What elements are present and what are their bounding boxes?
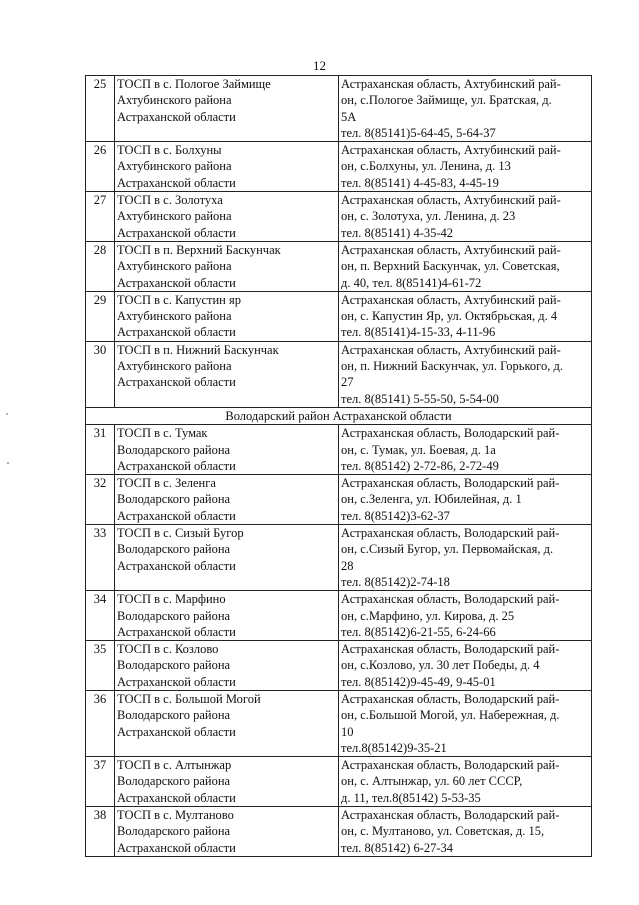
- office-address: [339, 591, 592, 641]
- office-name-line: ТОСП в с. Мултаново: [117, 808, 234, 823]
- page-number: 12: [313, 58, 326, 73]
- office-address-line: он, с.Болхуны, ул. Ленина, д. 13: [341, 159, 511, 174]
- row-number: 32: [86, 475, 115, 525]
- office-name: [115, 641, 339, 691]
- office-address: [339, 142, 592, 192]
- office-address-line: тел. 8(85142) 6-27-34: [341, 840, 454, 855]
- office-name-line: Ахтубинского района: [117, 359, 232, 374]
- office-address-line: тел. 8(85141) 4-45-83, 4-45-19: [341, 175, 499, 190]
- office-name-line: Астраханской области: [117, 840, 236, 855]
- row-number: 27: [86, 192, 115, 242]
- row-number: 25: [86, 76, 115, 142]
- office-address: [339, 192, 592, 242]
- office-address-line: Астраханская область, Володарский рай-: [341, 758, 560, 773]
- row-number: 29: [86, 291, 115, 341]
- office-name-line: ТОСП в с. Золотуха: [117, 193, 223, 208]
- office-address-line: он, с. Золотуха, ул. Ленина, д. 23: [341, 209, 516, 224]
- office-name-line: Ахтубинского района: [117, 159, 232, 174]
- office-address-line: 10: [341, 724, 354, 739]
- row-number: 35: [86, 641, 115, 691]
- office-name-line: Астраханской области: [117, 724, 236, 739]
- office-name-line: Астраханской области: [117, 225, 236, 240]
- office-name-line: Володарского района: [117, 774, 231, 789]
- office-name: [115, 192, 339, 242]
- office-address: [339, 76, 592, 142]
- row-number: 30: [86, 341, 115, 407]
- office-address-line: тел.8(85142)9-35-21: [341, 740, 447, 755]
- office-name-line: ТОСП в с. Тумак: [117, 426, 208, 441]
- office-address-line: тел. 8(85141) 5-55-50, 5-54-00: [341, 391, 499, 406]
- office-address-line: 5А: [341, 109, 357, 124]
- office-name-line: ТОСП в п. Нижний Баскунчак: [117, 342, 279, 357]
- office-address: [339, 807, 592, 857]
- office-name-line: Астраханской области: [117, 175, 236, 190]
- office-name: [115, 690, 339, 756]
- office-address-line: Астраханская область, Володарский рай-: [341, 526, 560, 541]
- office-name-line: ТОСП в с. Зеленга: [117, 476, 216, 491]
- office-name: [115, 241, 339, 291]
- office-address-line: Астраханская область, Ахтубинский рай-: [341, 143, 561, 158]
- office-address-line: он, п. Нижний Баскунчак, ул. Горького, д.: [341, 359, 563, 374]
- office-name-line: Ахтубинского района: [117, 209, 232, 224]
- office-address-line: он, п. Верхний Баскунчак, ул. Советская,: [341, 259, 560, 274]
- office-name: [115, 475, 339, 525]
- office-address: [339, 341, 592, 407]
- office-address: [339, 425, 592, 475]
- scan-speck: [6, 413, 8, 415]
- office-address-table: [85, 75, 592, 857]
- office-name: [115, 76, 339, 142]
- office-name-line: ТОСП в с. Сизый Бугор: [117, 526, 244, 541]
- row-number: 31: [86, 425, 115, 475]
- office-address-line: д. 40, тел. 8(85141)4-61-72: [341, 275, 482, 290]
- office-address-line: Астраханская область, Володарский рай-: [341, 476, 560, 491]
- office-address-line: он, с.Сизый Бугор, ул. Первомайская, д.: [341, 542, 554, 557]
- office-address: [339, 241, 592, 291]
- office-name-line: Астраханской области: [117, 508, 236, 523]
- row-number: 34: [86, 591, 115, 641]
- office-name: [115, 142, 339, 192]
- table-row: [86, 241, 592, 291]
- office-name-line: Астраханской области: [117, 325, 236, 340]
- table-row: [86, 142, 592, 192]
- office-address-line: Астраханская область, Володарский рай-: [341, 642, 560, 657]
- office-name-line: ТОСП в с. Козлово: [117, 642, 219, 657]
- office-name-line: Астраханской области: [117, 674, 236, 689]
- office-address-line: он, с.Козлово, ул. 30 лет Победы, д. 4: [341, 658, 540, 673]
- table-row: [86, 757, 592, 807]
- office-name-line: Володарского района: [117, 442, 231, 457]
- table-row: [86, 641, 592, 691]
- office-address-line: тел. 8(85141) 4-35-42: [341, 225, 454, 240]
- table-row: [86, 591, 592, 641]
- office-name-line: Ахтубинского района: [117, 259, 232, 274]
- office-address: [339, 757, 592, 807]
- scan-speck: [7, 462, 9, 464]
- office-address-line: он, с. Тумак, ул. Боевая, д. 1а: [341, 442, 496, 457]
- office-address-line: тел. 8(85141)5-64-45, 5-64-37: [341, 125, 496, 140]
- office-address-line: Астраханская область, Володарский рай-: [341, 426, 560, 441]
- table-row: [86, 341, 592, 407]
- table-row: [86, 425, 592, 475]
- office-address-line: он, с.Марфино, ул. Кирова, д. 25: [341, 608, 515, 623]
- office-name-line: ТОСП в с. Капустин яр: [117, 292, 241, 307]
- office-address: [339, 690, 592, 756]
- office-name-line: Ахтубинского района: [117, 93, 232, 108]
- table-row: [86, 475, 592, 525]
- office-address-line: тел. 8(85142)3-62-37: [341, 508, 450, 523]
- office-name-line: Володарского района: [117, 492, 231, 507]
- row-number: 28: [86, 241, 115, 291]
- office-address-line: 27: [341, 375, 354, 390]
- office-name: [115, 591, 339, 641]
- office-name: [115, 425, 339, 475]
- office-address-line: он, с.Пологое Займище, ул. Братская, д.: [341, 93, 552, 108]
- office-address-line: тел. 8(85142)2-74-18: [341, 574, 450, 589]
- office-address-line: д. 11, тел.8(85142) 5-53-35: [341, 790, 481, 805]
- office-name: [115, 807, 339, 857]
- office-name: [115, 341, 339, 407]
- office-address-line: Астраханская область, Ахтубинский рай-: [341, 242, 561, 257]
- row-number: 36: [86, 690, 115, 756]
- office-address: [339, 641, 592, 691]
- office-address: [339, 291, 592, 341]
- office-name: [115, 525, 339, 591]
- office-address-line: 28: [341, 558, 354, 573]
- office-name-line: Астраханской области: [117, 109, 236, 124]
- office-address-line: Астраханская область, Володарский рай-: [341, 808, 560, 823]
- table-row: [86, 690, 592, 756]
- office-name-line: Астраханской области: [117, 558, 236, 573]
- table-row: [86, 291, 592, 341]
- office-name-line: Астраханской области: [117, 375, 236, 390]
- office-name-line: ТОСП в с. Алтынжар: [117, 758, 232, 773]
- section-title: Володарский район Астраханской области: [86, 407, 592, 424]
- office-address-line: тел. 8(85142)9-45-49, 9-45-01: [341, 674, 496, 689]
- office-name: [115, 291, 339, 341]
- office-address-line: он, с. Капустин Яр, ул. Октябрьская, д. 4: [341, 309, 558, 324]
- office-name-line: Володарского района: [117, 708, 231, 723]
- office-address-line: Астраханская область, Володарский рай-: [341, 592, 560, 607]
- office-address: [339, 475, 592, 525]
- office-address-line: Астраханская область, Ахтубинский рай-: [341, 292, 561, 307]
- office-name-line: ТОСП в п. Верхний Баскунчак: [117, 242, 281, 257]
- office-address-line: он, с. Мултаново, ул. Советская, д. 15,: [341, 824, 545, 839]
- office-address: [339, 525, 592, 591]
- office-address-line: он, с.Зеленга, ул. Юбилейная, д. 1: [341, 492, 522, 507]
- office-name-line: Астраханской области: [117, 790, 236, 805]
- office-name-line: Астраханской области: [117, 458, 236, 473]
- office-address-line: тел. 8(85142) 2-72-86, 2-72-49: [341, 458, 499, 473]
- row-number: 26: [86, 142, 115, 192]
- office-name-line: Володарского района: [117, 608, 231, 623]
- office-address-line: Астраханская область, Ахтубинский рай-: [341, 193, 561, 208]
- office-address-line: тел. 8(85142)6-21-55, 6-24-66: [341, 624, 496, 639]
- section-row: [86, 407, 592, 424]
- table-row: [86, 192, 592, 242]
- table-row: [86, 76, 592, 142]
- office-name-line: ТОСП в с. Большой Могой: [117, 691, 261, 706]
- office-address-line: он, с. Алтынжар, ул. 60 лет СССР,: [341, 774, 523, 789]
- office-name-line: Ахтубинского района: [117, 309, 232, 324]
- office-address-line: он, с.Большой Могой, ул. Набережная, д.: [341, 708, 560, 723]
- office-address-line: Астраханская область, Ахтубинский рай-: [341, 342, 561, 357]
- office-name-line: Володарского района: [117, 824, 231, 839]
- row-number: 33: [86, 525, 115, 591]
- office-name-line: ТОСП в с. Пологое Займище: [117, 77, 271, 91]
- table-row: [86, 807, 592, 857]
- office-name-line: Астраханской области: [117, 624, 236, 639]
- office-name-line: ТОСП в с. Марфино: [117, 592, 226, 607]
- office-name-line: Володарского района: [117, 658, 231, 673]
- office-address-line: Астраханская область, Ахтубинский рай-: [341, 77, 561, 91]
- office-address-line: тел. 8(85141)4-15-33, 4-11-96: [341, 325, 496, 340]
- office-name-line: Володарского района: [117, 542, 231, 557]
- row-number: 38: [86, 807, 115, 857]
- office-name-line: ТОСП в с. Болхуны: [117, 143, 222, 158]
- office-name-line: Астраханской области: [117, 275, 236, 290]
- table-body: [86, 76, 592, 857]
- office-address-line: Астраханская область, Володарский рай-: [341, 691, 560, 706]
- office-name: [115, 757, 339, 807]
- table-row: [86, 525, 592, 591]
- row-number: 37: [86, 757, 115, 807]
